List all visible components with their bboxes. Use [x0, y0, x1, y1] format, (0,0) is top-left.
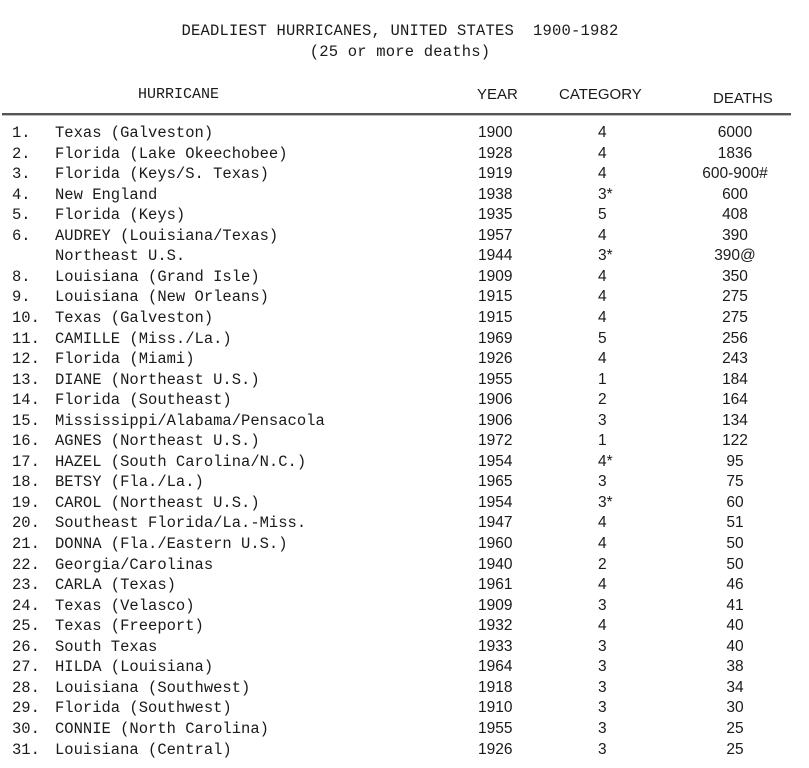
year-cell: 1909 — [478, 596, 513, 614]
category-cell: 3 — [598, 678, 607, 696]
year-cell: 1906 — [478, 391, 513, 409]
deaths-cell: 40 — [726, 637, 744, 655]
category-cell: 3 — [598, 637, 607, 655]
hurricane-name-cell: AUDREY (Louisiana/Texas) — [55, 226, 279, 245]
column-header-hurricane: HURRICANE — [138, 86, 220, 103]
deaths-cell: 95 — [726, 452, 744, 470]
year-cell: 1926 — [478, 740, 513, 758]
table-row — [0, 391, 809, 412]
category-cell: 4 — [598, 267, 607, 285]
hurricane-name-cell: Florida (Keys/S. Texas) — [55, 165, 269, 184]
category-cell: 3 — [598, 473, 607, 491]
table-row — [0, 638, 809, 659]
table-row — [0, 145, 809, 166]
category-cell: 4 — [598, 535, 607, 552]
category-cell: 3 — [598, 699, 607, 717]
column-header-category: CATEGORY — [559, 86, 642, 103]
column-header-deaths: DEATHS — [713, 90, 773, 107]
rank-cell: 5. — [12, 206, 31, 225]
rank-cell: 21. — [12, 535, 40, 553]
category-cell: 1 — [598, 370, 607, 388]
table-row — [0, 453, 809, 474]
rank-cell: 15. — [12, 411, 40, 430]
table-row — [0, 617, 809, 638]
page-title: DEADLIEST HURRICANES, UNITED STATES 1900-1982 — [181, 22, 619, 40]
year-cell: 1957 — [478, 226, 513, 244]
rank-cell: 12. — [12, 350, 40, 369]
rank-cell: 9. — [12, 288, 31, 307]
deaths-cell: 164 — [722, 391, 748, 409]
hurricane-name-cell: Florida (Southeast) — [55, 391, 232, 410]
category-cell: 5 — [598, 206, 607, 224]
category-cell: 1 — [598, 432, 607, 450]
hurricane-name-cell: Texas (Freeport) — [55, 617, 204, 636]
deaths-cell: 275 — [722, 308, 748, 326]
hurricane-name-cell: Louisiana (Southwest) — [55, 678, 251, 697]
table-row — [0, 432, 809, 453]
deaths-cell: 122 — [722, 432, 748, 450]
year-cell: 1938 — [478, 185, 513, 203]
deaths-cell: 390 — [722, 226, 748, 244]
year-cell: 1955 — [478, 719, 513, 737]
table-row — [0, 309, 809, 330]
year-cell: 1947 — [478, 514, 513, 532]
rank-cell: 26. — [12, 637, 40, 656]
table-row — [0, 679, 809, 700]
hurricane-name-cell: Louisiana (Grand Isle) — [55, 267, 260, 286]
page-subtitle: (25 or more deaths) — [309, 43, 491, 61]
hurricane-name-cell: CAMILLE (Miss./La.) — [55, 329, 232, 348]
year-cell: 1954 — [478, 452, 513, 470]
deaths-cell: 350 — [722, 267, 748, 285]
rank-cell: 29. — [12, 699, 40, 718]
rank-cell: 1. — [12, 124, 31, 142]
category-cell: 3 — [598, 740, 607, 758]
hurricane-name-cell: South Texas — [55, 637, 158, 656]
rank-cell: 16. — [12, 432, 40, 451]
rank-cell: 31. — [12, 740, 40, 759]
rank-cell: 17. — [12, 452, 40, 471]
deaths-cell: 51 — [726, 514, 744, 532]
table-row — [0, 597, 809, 618]
table-row — [0, 330, 809, 351]
table-row — [0, 535, 809, 556]
hurricane-name-cell: Southeast Florida/La.-Miss. — [55, 514, 307, 533]
category-cell: 3 — [598, 658, 607, 676]
rank-cell: 13. — [12, 370, 40, 389]
year-cell: 1944 — [478, 247, 513, 265]
hurricane-name-cell: DIANE (Northeast U.S.) — [55, 370, 260, 389]
year-cell: 1935 — [478, 206, 513, 224]
table-row — [0, 494, 809, 515]
year-cell: 1964 — [478, 658, 513, 676]
deaths-cell: 75 — [726, 473, 744, 491]
table-row — [0, 576, 809, 597]
table-row — [0, 556, 809, 577]
category-cell: 4 — [598, 226, 607, 244]
hurricane-name-cell: Texas (Galveston) — [55, 124, 214, 142]
rank-cell: 6. — [12, 226, 31, 245]
category-cell: 3 — [598, 719, 607, 737]
year-cell: 1910 — [478, 699, 513, 717]
rank-cell: 14. — [12, 391, 40, 410]
deaths-cell: 390@ — [714, 247, 756, 265]
year-cell: 1969 — [478, 329, 513, 347]
table-row — [0, 124, 809, 145]
table-row — [0, 268, 809, 289]
rank-cell: 10. — [12, 308, 40, 327]
rank-cell: 11. — [12, 329, 40, 348]
hurricane-name-cell: HAZEL (South Carolina/N.C.) — [55, 452, 307, 471]
year-cell: 1940 — [478, 555, 513, 573]
rank-cell: 28. — [12, 678, 40, 697]
year-cell: 1909 — [478, 267, 513, 285]
hurricane-name-cell: CAROL (Northeast U.S.) — [55, 493, 260, 512]
hurricane-name-cell: Northeast U.S. — [55, 247, 186, 266]
year-cell: 1961 — [478, 576, 513, 594]
year-cell: 1926 — [478, 350, 513, 368]
hurricane-name-cell: Texas (Velasco) — [55, 596, 195, 615]
year-cell: 1960 — [478, 535, 513, 552]
deaths-cell: 46 — [726, 576, 744, 594]
category-cell: 2 — [598, 391, 607, 409]
table-row — [0, 206, 809, 227]
category-cell: 4 — [598, 617, 607, 635]
deaths-cell: 275 — [722, 288, 748, 306]
year-cell: 1918 — [478, 678, 513, 696]
deaths-cell: 60 — [726, 493, 744, 511]
category-cell: 3 — [598, 596, 607, 614]
table-row — [0, 371, 809, 392]
hurricane-name-cell: Florida (Keys) — [55, 206, 186, 225]
category-cell: 4 — [598, 576, 607, 594]
category-cell: 4 — [598, 288, 607, 306]
deaths-cell: 38 — [726, 658, 744, 676]
table-row — [0, 699, 809, 720]
rank-cell: 4. — [12, 185, 31, 204]
rank-cell: 18. — [12, 473, 40, 492]
header-divider — [2, 113, 791, 115]
deaths-cell: 41 — [726, 596, 744, 614]
year-cell: 1965 — [478, 473, 513, 491]
category-cell: 4 — [598, 124, 607, 141]
hurricane-name-cell: Louisiana (New Orleans) — [55, 288, 269, 307]
deaths-cell: 50 — [726, 535, 744, 552]
table-row — [0, 227, 809, 248]
column-header-year: YEAR — [477, 86, 518, 103]
hurricane-name-cell: CARLA (Texas) — [55, 576, 176, 595]
hurricane-name-cell: DONNA (Fla./Eastern U.S.) — [55, 535, 288, 553]
year-cell: 1919 — [478, 165, 513, 183]
deaths-cell: 408 — [722, 206, 748, 224]
table-row — [0, 741, 809, 762]
year-cell: 1954 — [478, 493, 513, 511]
deaths-cell: 25 — [726, 740, 744, 758]
deaths-cell: 600-900# — [702, 165, 768, 183]
rank-cell: 2. — [12, 144, 31, 163]
rank-cell: 20. — [12, 514, 40, 533]
rank-cell: 27. — [12, 658, 40, 677]
deaths-cell: 134 — [722, 411, 748, 429]
category-cell: 4 — [598, 514, 607, 532]
table-row — [0, 473, 809, 494]
deaths-cell: 184 — [722, 370, 748, 388]
category-cell: 4* — [598, 452, 613, 470]
hurricane-name-cell: Louisiana (Central) — [55, 740, 232, 759]
rank-cell: 22. — [12, 555, 40, 574]
hurricane-name-cell: AGNES (Northeast U.S.) — [55, 432, 260, 451]
table-row — [0, 514, 809, 535]
rank-cell: 24. — [12, 596, 40, 615]
deaths-cell: 30 — [726, 699, 744, 717]
hurricane-name-cell: Florida (Lake Okeechobee) — [55, 144, 288, 163]
hurricane-name-cell: Florida (Miami) — [55, 350, 195, 369]
table-row — [0, 720, 809, 741]
category-cell: 4 — [598, 144, 607, 162]
year-cell: 1915 — [478, 288, 513, 306]
table-row — [0, 165, 809, 186]
hurricane-name-cell: Mississippi/Alabama/Pensacola — [55, 411, 325, 430]
deaths-cell: 50 — [726, 555, 744, 573]
table-row — [0, 186, 809, 207]
rank-cell: 8. — [12, 267, 31, 286]
category-cell: 4 — [598, 308, 607, 326]
year-cell: 1933 — [478, 637, 513, 655]
year-cell: 1906 — [478, 411, 513, 429]
table-row — [0, 288, 809, 309]
hurricane-name-cell: Texas (Galveston) — [55, 308, 214, 327]
category-cell: 3* — [598, 185, 613, 203]
rank-cell: 25. — [12, 617, 40, 636]
table-row — [0, 247, 809, 268]
rank-cell: 3. — [12, 165, 31, 184]
deaths-cell: 34 — [726, 678, 744, 696]
hurricane-name-cell: New England — [55, 185, 158, 204]
category-cell: 5 — [598, 329, 607, 347]
rank-cell: 19. — [12, 493, 40, 512]
table-row — [0, 412, 809, 433]
rank-cell: 23. — [12, 576, 40, 595]
hurricane-name-cell: HILDA (Louisiana) — [55, 658, 214, 677]
category-cell: 3* — [598, 493, 613, 511]
rank-cell: 30. — [12, 719, 40, 738]
hurricane-name-cell: BETSY (Fla./La.) — [55, 473, 204, 492]
category-cell: 2 — [598, 555, 607, 573]
table-row — [0, 350, 809, 371]
year-cell: 1955 — [478, 370, 513, 388]
deaths-cell: 243 — [722, 350, 748, 368]
deaths-cell: 1836 — [717, 144, 753, 162]
year-cell: 1915 — [478, 308, 513, 326]
year-cell: 1932 — [478, 617, 513, 635]
year-cell: 1972 — [478, 432, 513, 450]
deaths-cell: 600 — [722, 185, 748, 203]
category-cell: 4 — [598, 165, 607, 183]
hurricane-name-cell: Georgia/Carolinas — [55, 555, 214, 574]
deaths-cell: 40 — [726, 617, 744, 635]
hurricane-name-cell: CONNIE (North Carolina) — [55, 719, 269, 738]
year-cell: 1900 — [478, 124, 513, 141]
category-cell: 3 — [598, 411, 607, 429]
deaths-cell: 25 — [726, 719, 744, 737]
deaths-cell: 6000 — [717, 124, 753, 141]
category-cell: 3* — [598, 247, 613, 265]
deaths-cell: 256 — [722, 329, 748, 347]
year-cell: 1928 — [478, 144, 513, 162]
table-row — [0, 658, 809, 679]
category-cell: 4 — [598, 350, 607, 368]
hurricane-name-cell: Florida (Southwest) — [55, 699, 232, 718]
